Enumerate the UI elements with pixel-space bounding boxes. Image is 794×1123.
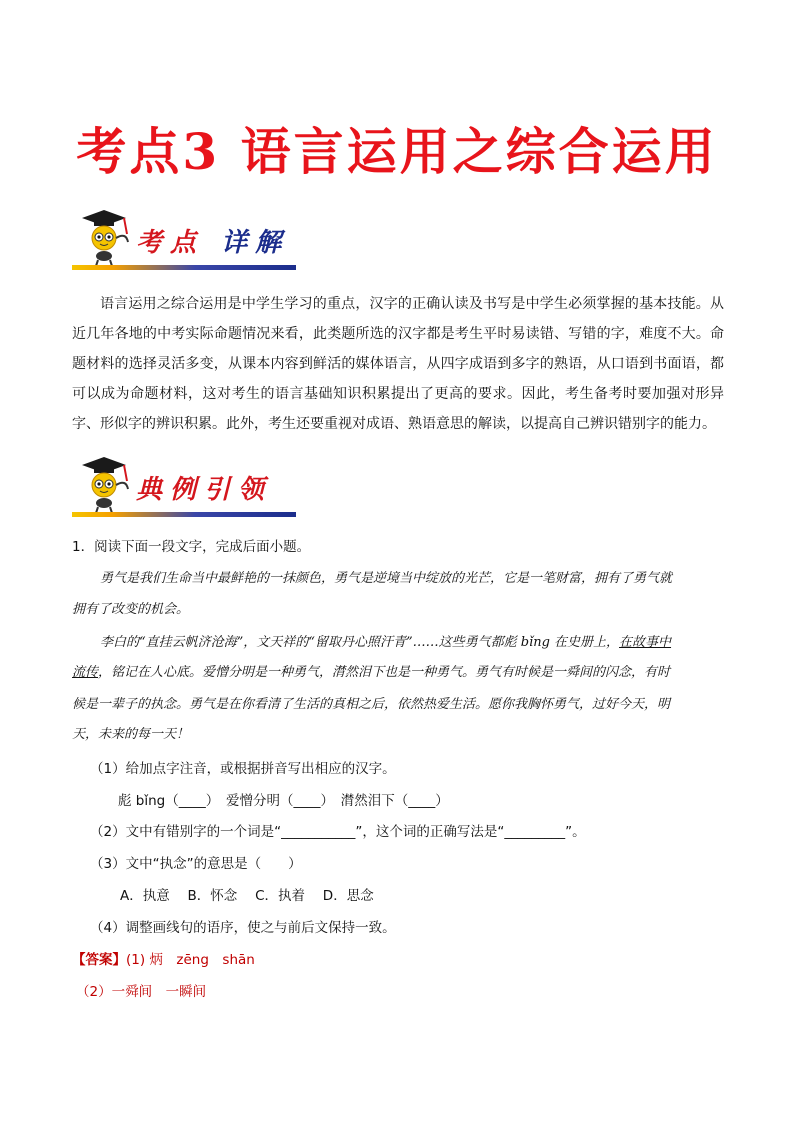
passage-text: ，铭记在人心底。爱憎分明是一种勇气，潸然泪下也是一种勇气。勇气有时候是一舜间的闪念，有时: [98, 665, 671, 680]
underlined-sentence: 流传: [72, 665, 99, 680]
passage-line: [72, 663, 732, 683]
passage-line: 候是一辈子的执念。勇气是在你看清了生活的真相之后，依然热爱生活。愿你我胸怀勇气，过好今天，明: [72, 697, 671, 712]
section-underline: [72, 265, 296, 270]
passage-line: 天，未来的每一天！: [72, 727, 190, 742]
section-heading-detail: [136, 222, 289, 259]
intro-text: 语言运用之综合运用是中学生学习的重点，汉字的正确认读及书写是中学生必须掌握的基本技能。从近几年各地的中考实际命题情况来看，此类题所选的汉字都是考生平时易读错、写错的字，难度不大。命题材料的选择灵活多变，从课本内容到鲜活的媒体语言，从四字成语到多字的熟语，从口语到书面语，都可以成为命题材料，这对考生的语言基础知识积累提出了更高的要求。因此，考生备考时要加强对形异字、形似字的辨识积累。此外，考生还要重视对成语、熟语意思的解读，以提高自己辨识错别字的能力。: [72, 296, 724, 432]
question-stem: 1．阅读下面一段文字，完成后面小题。: [72, 539, 311, 555]
heading-char: 例: [170, 475, 205, 505]
mascot-scholar-icon: [74, 208, 134, 268]
sub-question-1: （1）给加点字注音，或根据拼音写出相应的汉字。: [90, 761, 396, 777]
heading-char: 典: [136, 475, 171, 505]
sub-question-4: （4）调整画线句的语序，使之与前后文保持一致。: [90, 920, 396, 936]
answer-line-2: （2）一舜间 一瞬间: [76, 984, 207, 1000]
sub-question-2: （2）文中有错别字的一个词是“___________”，这个词的正确写法是“_________”。: [90, 824, 586, 840]
section-heading-example: [136, 469, 272, 506]
heading-char: 详: [221, 228, 256, 258]
answer-line-1: [72, 950, 732, 970]
answer-tag: 【答案】: [72, 952, 126, 968]
sub-question-1-items: 彪 bǐng（____） 爱憎分明（____） 潸然泪下（____）: [118, 793, 449, 809]
mascot-scholar-icon: [74, 455, 134, 515]
heading-char: 领: [238, 475, 273, 505]
heading-char: 点: [170, 228, 205, 258]
page-title: 考点3 语言运用之综合运用: [76, 122, 718, 181]
passage-line: [100, 633, 724, 653]
sub-question-3: （3）文中“执念”的意思是（ ）: [90, 856, 302, 872]
underlined-sentence: 在故事中: [619, 635, 672, 650]
section-underline: [72, 512, 296, 517]
section-header-example: [72, 455, 296, 517]
answer-text: (1) 炳 zēng shān: [126, 952, 255, 968]
passage-line: 拥有了改变的机会。: [72, 602, 190, 617]
section-header-detail: [72, 208, 296, 270]
passage-text: 李白的“直挂云帆济沧海”，文天祥的“留取丹心照汗青”……这些勇气都彪 bǐng 在史册上，: [100, 635, 620, 650]
intro-paragraph: [72, 289, 724, 439]
heading-char: 引: [204, 475, 239, 505]
sub-question-3-options: A．执意 B．怀念 C．执着 D．思念: [120, 888, 374, 904]
passage-line: 勇气是我们生命当中最鲜艳的一抹颜色，勇气是逆境当中绽放的光芒，它是一笔财富，拥有了勇气就: [100, 571, 673, 586]
heading-char: 考: [136, 228, 171, 258]
heading-char: 解: [255, 228, 290, 258]
